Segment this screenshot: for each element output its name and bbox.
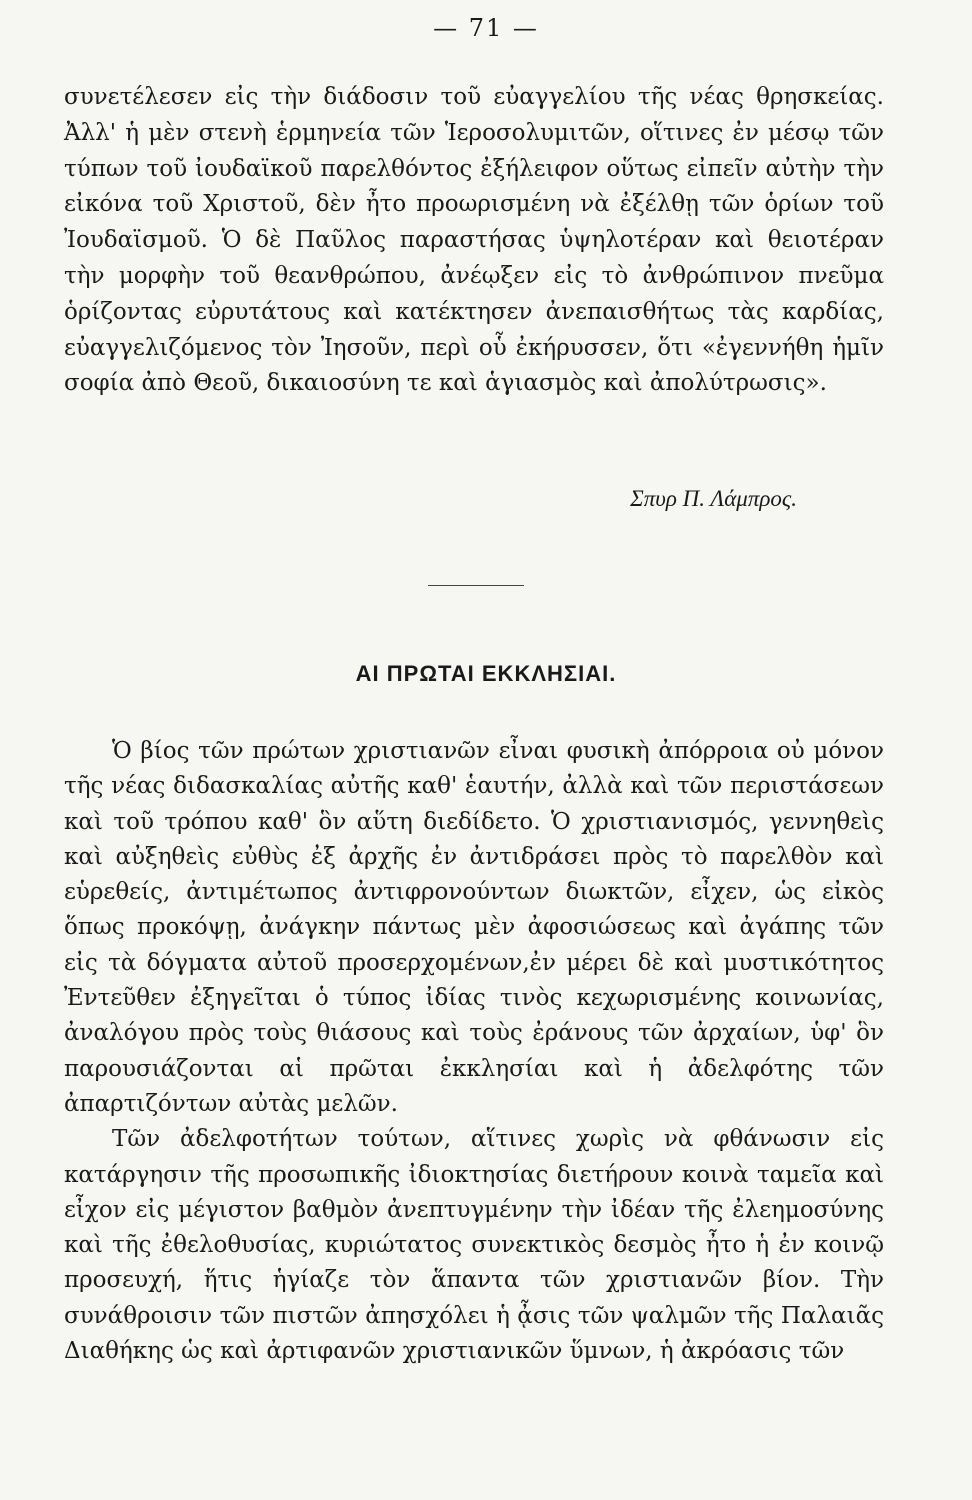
section-divider xyxy=(428,585,524,586)
page-number: — 71 — xyxy=(433,14,539,42)
article-body xyxy=(64,734,884,1369)
section-heading: ΑΙ ΠΡΩΤΑΙ ΕΚΚΛΗΣΙΑΙ. xyxy=(355,661,617,686)
paragraph-3: Τῶν ἀδελφοτήτων τούτων, αἵτινες χωρὶς νὰ φθάνωσιν εἰς κατάργησιν τῆς προσωπικῆς ἰδιοκτησίας διετήρουν κοινὰ ταμεῖα καὶ εἶχον εἰς μέγιστον βαθμὸν ἀνεπτυγμένην τὴν ἰδέαν τῆς ἐλεημοσύνης καὶ τῆς ἐθελοθυσίας, κυριώτατος συνεκτικὸς δεσμὸς ἦτο ἡ ἐν κοινῷ προσευχή, ἥτις ἡγίαζε τὸν ἅπαντα τῶν χριστιανῶν βίον. Τὴν συνάθροισιν τῶν πιστῶν ἀπησχόλει ἡ ᾆσις τῶν ψαλμῶν τῆς Παλαιᾶς Διαθήκης ὡς καὶ ἀρτιφανῶν χριστιανικῶν ὕμνων, ἡ ἀκρόασις τῶν xyxy=(64,1126,884,1365)
paragraph-1: συνετέλεσεν εἰς τὴν διάδοσιν τοῦ εὐαγγελίου τῆς νέας θρησκείας. Ἀλλ' ἡ μὲν στενὴ ἑρμηνεία τῶν Ἱεροσολυμιτῶν, οἵτινες ἐν μέσῳ τῶν τύπων τοῦ ἰουδαϊκοῦ παρελθόντος ἐξήλειφον οὕτως εἰπεῖν αὐτὴν τὴν εἰκόνα τοῦ Χριστοῦ, δὲν ἦτο προωρισμένη νὰ ἐξέλθῃ τῶν ὁρίων τοῦ Ἰουδαϊσμοῦ. Ὁ δὲ Παῦλος παραστήσας ὑψηλοτέραν καὶ θειοτέραν τὴν μορφὴν τοῦ θεανθρώπου, ἀνέῳξεν εἰς τὸ ἀνθρώπινον πνεῦμα ὁρίζοντας εὐρυτάτους καὶ κατέκτησεν ἀνεπαισθήτως τὰς καρδίας, εὐαγγελιζόμενος τὸν Ἰησοῦν, περὶ οὗ ἐκήρυσσεν, ὅτι «ἐγεννήθη ἡμῖν σοφία ἀπὸ Θεοῦ, δικαιοσύνη τε καὶ ἁγιασμὸς καὶ ἀπολύτρωσις». xyxy=(64,84,884,397)
author-signature: Σπυρ Π. Λάμπρος. xyxy=(630,486,797,511)
closing-section xyxy=(64,80,884,402)
paragraph-2: Ὁ βίος τῶν πρώτων χριστιανῶν εἶναι φυσικὴ ἀπόρροια οὐ μόνον τῆς νέας διδασκαλίας αὐτῆς καθ' ἑαυτήν, ἀλλὰ καὶ τῶν περιστάσεων καὶ τοῦ τρόπου καθ' ὃν αὕτη διεδίδετο. Ὁ χριστιανισμός, γεννηθεὶς καὶ αὐξηθεὶς εὐθὺς ἐξ ἀρχῆς ἐν ἀντιδράσει πρὸς τὸ παρελθὸν καὶ εὑρεθείς, ἀντιμέτωπος ἀντιφρονούντων διωκτῶν, εἶχεν, ὡς εἰκὸς ὅπως προκόψῃ, ἀνάγκην πάντως μὲν ἀφοσιώσεως καὶ ἀγάπης τῶν εἰς τὰ δόγματα αὐτοῦ προσερχομένων,ἐν μέρει δὲ καὶ μυστικότητος Ἐντεῦθεν ἐξηγεῖται ὁ τύπος ἰδίας τινὸς κεχωρισμένης κοινωνίας, ἀναλόγου πρὸς τοὺς θιάσους καὶ τοὺς ἐράνους τῶν ἀρχαίων, ὑφ' ὃν παρουσιάζονται αἱ πρῶται ἐκκλησίαι καὶ ἡ ἀδελφότης τῶν ἀπαρτιζόντων αὐτὰς μελῶν. xyxy=(64,738,884,1117)
